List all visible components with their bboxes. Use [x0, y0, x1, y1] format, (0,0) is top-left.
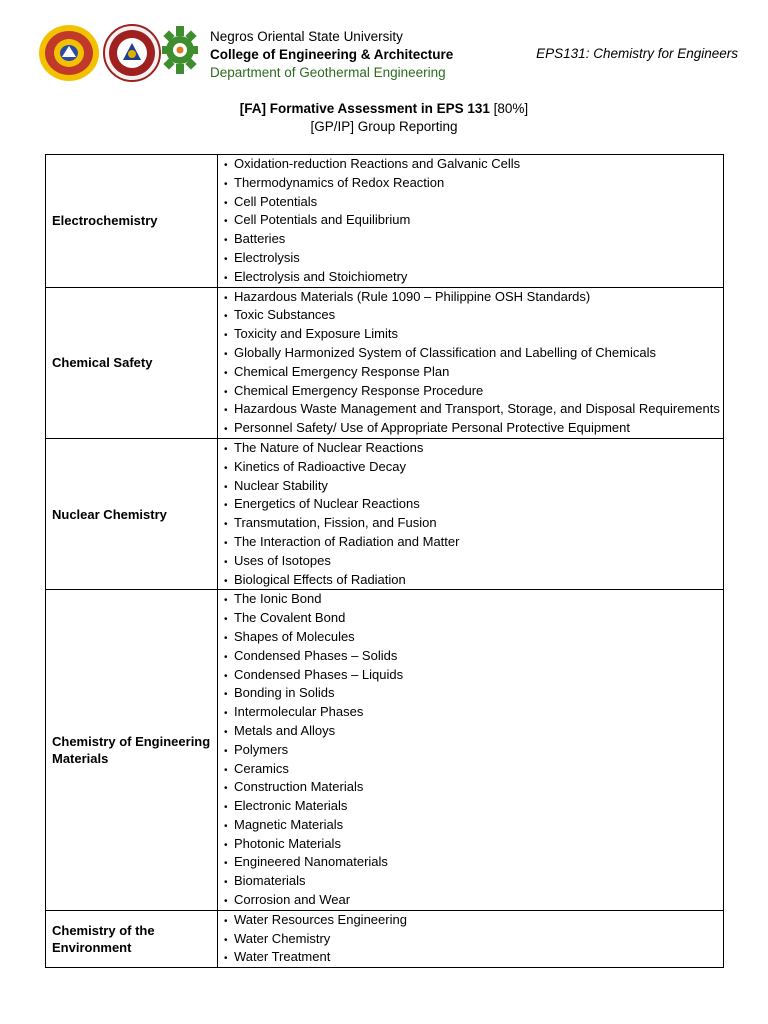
subject-cell: Nuclear Chemistry	[46, 438, 218, 589]
topics-cell	[218, 155, 724, 288]
list-item	[224, 211, 723, 230]
list-item	[224, 230, 723, 249]
table-row	[46, 155, 724, 288]
topic-text: Shapes of Molecules	[234, 628, 355, 644]
bullet-icon: •	[224, 405, 228, 417]
bullet-icon: •	[224, 877, 228, 889]
list-item	[224, 325, 723, 344]
list-item	[224, 571, 723, 590]
list-item	[224, 930, 723, 949]
bullet-icon: •	[224, 500, 228, 512]
course-code: EPS131: Chemistry for Engineers	[536, 46, 738, 61]
list-item	[224, 816, 723, 835]
list-item	[224, 533, 723, 552]
topic-text: Chemical Emergency Response Plan	[234, 363, 450, 379]
bullet-icon: •	[224, 575, 228, 587]
list-item	[224, 193, 723, 212]
bullet-icon: •	[224, 348, 228, 360]
bullet-icon: •	[224, 708, 228, 720]
topic-list	[224, 590, 723, 910]
geothermal-gear-icon	[162, 24, 198, 76]
bullet-icon: •	[224, 481, 228, 493]
bullet-icon: •	[224, 292, 228, 304]
topic-text: The Covalent Bond	[234, 610, 346, 626]
topic-text: Electrolysis and Stoichiometry	[234, 268, 408, 284]
topic-list	[224, 911, 723, 967]
list-item	[224, 590, 723, 609]
topic-text: Transmutation, Fission, and Fusion	[234, 515, 437, 531]
list-item	[224, 760, 723, 779]
bullet-icon: •	[224, 556, 228, 568]
list-item	[224, 647, 723, 666]
bullet-icon: •	[224, 253, 228, 265]
document-titles	[0, 100, 768, 136]
bullet-icon: •	[224, 216, 228, 228]
list-item	[224, 439, 723, 458]
topic-text: Ceramics	[234, 760, 289, 776]
subject-cell: Electrochemistry	[46, 155, 218, 288]
bullet-icon: •	[224, 235, 228, 247]
list-item	[224, 609, 723, 628]
list-item	[224, 514, 723, 533]
topic-text: The Ionic Bond	[234, 591, 322, 607]
bullet-icon: •	[224, 839, 228, 851]
topic-list	[224, 288, 723, 438]
list-item	[224, 891, 723, 910]
bullet-icon: •	[224, 726, 228, 738]
bullet-icon: •	[224, 311, 228, 323]
list-item	[224, 174, 723, 193]
bullet-icon: •	[224, 386, 228, 398]
list-item	[224, 363, 723, 382]
subject-cell: Chemical Safety	[46, 287, 218, 438]
topic-text: Electrolysis	[234, 249, 300, 265]
topic-text: Uses of Isotopes	[234, 552, 331, 568]
assessment-weight: [80%]	[493, 101, 529, 116]
list-item	[224, 400, 723, 419]
topics-cell	[218, 910, 724, 967]
list-item	[224, 628, 723, 647]
subject-cell: Chemistry of Engineering Materials	[46, 590, 218, 911]
topic-text: Condensed Phases – Liquids	[234, 666, 404, 682]
bullet-icon: •	[224, 632, 228, 644]
topic-text: Condensed Phases – Solids	[234, 647, 398, 663]
topic-text: Chemical Emergency Response Procedure	[234, 382, 484, 398]
topic-text: Biomaterials	[234, 873, 306, 889]
list-item	[224, 722, 723, 741]
topic-text: Magnetic Materials	[234, 816, 344, 832]
bullet-icon: •	[224, 858, 228, 870]
topic-text: Photonic Materials	[234, 835, 341, 851]
list-item	[224, 797, 723, 816]
list-item	[224, 872, 723, 891]
bullet-icon: •	[224, 160, 228, 171]
list-item	[224, 495, 723, 514]
topic-text: Oxidation-reduction Reactions and Galvanic Cells	[234, 156, 521, 171]
list-item	[224, 948, 723, 967]
topic-text: The Interaction of Radiation and Matter	[234, 533, 460, 549]
college-name: College of Engineering & Architecture	[210, 47, 454, 62]
bullet-icon: •	[224, 537, 228, 549]
topics-table	[45, 154, 724, 968]
topic-text: Water Chemistry	[234, 930, 331, 946]
bullet-icon: •	[224, 443, 228, 455]
assessment-subtitle: [GP/IP] Group Reporting	[310, 119, 458, 134]
topic-text: Nuclear Stability	[234, 477, 328, 493]
list-item	[224, 741, 723, 760]
list-item	[224, 666, 723, 685]
topic-text: Engineered Nanomaterials	[234, 854, 388, 870]
topic-text: Energetics of Nuclear Reactions	[234, 496, 420, 512]
bullet-icon: •	[224, 934, 228, 946]
list-item	[224, 306, 723, 325]
topic-text: Cell Potentials and Equilibrium	[234, 212, 411, 228]
topic-text: Corrosion and Wear	[234, 892, 351, 908]
university-name: Negros Oriental State University	[210, 29, 403, 44]
list-item	[224, 684, 723, 703]
topic-text: Toxic Substances	[234, 307, 336, 323]
bullet-icon: •	[224, 178, 228, 190]
topics-cell	[218, 590, 724, 911]
list-item	[224, 853, 723, 872]
subject-cell: Chemistry of the Environment	[46, 910, 218, 967]
bullet-icon: •	[224, 896, 228, 908]
topic-text: Thermodynamics of Redox Reaction	[234, 174, 445, 190]
norsu-seal-icon	[38, 24, 100, 82]
document-header	[38, 22, 738, 86]
bullet-icon: •	[224, 614, 228, 626]
list-item	[224, 552, 723, 571]
bullet-icon: •	[224, 745, 228, 757]
list-item	[224, 458, 723, 477]
topic-text: Batteries	[234, 231, 286, 247]
bullet-icon: •	[224, 462, 228, 474]
bullet-icon: •	[224, 764, 228, 776]
bullet-icon: •	[224, 670, 228, 682]
topic-text: Hazardous Materials (Rule 1090 – Philippine OSH Standards)	[234, 288, 591, 304]
institution-block	[210, 28, 453, 82]
bullet-icon: •	[224, 595, 228, 607]
bullet-icon: •	[224, 953, 228, 965]
topic-text: Metals and Alloys	[234, 722, 336, 738]
topic-list	[224, 155, 723, 287]
topic-text: Globally Harmonized System of Classification and Labelling of Chemicals	[234, 344, 656, 360]
topic-text: Electronic Materials	[234, 798, 348, 814]
table-row	[46, 910, 724, 967]
bullet-icon: •	[224, 367, 228, 379]
bullet-icon: •	[224, 272, 228, 284]
list-item	[224, 344, 723, 363]
bullet-icon: •	[224, 651, 228, 663]
topic-list	[224, 439, 723, 589]
topic-text: The Nature of Nuclear Reactions	[234, 439, 424, 455]
table-row	[46, 590, 724, 911]
list-item	[224, 911, 723, 930]
bullet-icon: •	[224, 519, 228, 531]
cea-seal-icon	[102, 24, 162, 82]
bullet-icon: •	[224, 802, 228, 814]
list-item	[224, 268, 723, 287]
list-item	[224, 477, 723, 496]
topic-text: Hazardous Waste Management and Transport, Storage, and Disposal Requirements	[234, 401, 720, 417]
topic-text: Polymers	[234, 741, 289, 757]
list-item	[224, 835, 723, 854]
assessment-title	[0, 100, 768, 118]
topic-text: Biological Effects of Radiation	[234, 571, 406, 587]
list-item	[224, 155, 723, 174]
list-item	[224, 703, 723, 722]
table-row	[46, 287, 724, 438]
list-item	[224, 419, 723, 438]
topic-text: Intermolecular Phases	[234, 704, 364, 720]
table-row	[46, 438, 724, 589]
bullet-icon: •	[224, 820, 228, 832]
topics-table-body	[46, 155, 724, 968]
bullet-icon: •	[224, 330, 228, 342]
topics-cell	[218, 287, 724, 438]
topic-text: Water Resources Engineering	[234, 911, 407, 927]
topics-cell	[218, 438, 724, 589]
assessment-title-text: [FA] Formative Assessment in EPS 131	[239, 101, 490, 116]
list-item	[224, 249, 723, 268]
bullet-icon: •	[224, 915, 228, 927]
topic-text: Personnel Safety/ Use of Appropriate Personal Protective Equipment	[234, 420, 630, 436]
topic-text: Construction Materials	[234, 779, 364, 795]
topic-text: Toxicity and Exposure Limits	[234, 326, 399, 342]
topic-text: Bonding in Solids	[234, 685, 335, 701]
list-item	[224, 288, 723, 307]
list-item	[224, 382, 723, 401]
topic-text: Water Treatment	[234, 949, 331, 965]
bullet-icon: •	[224, 689, 228, 701]
bullet-icon: •	[224, 783, 228, 795]
bullet-icon: •	[224, 424, 228, 436]
department-name: Department of Geothermal Engineering	[210, 65, 446, 80]
topic-text: Kinetics of Radioactive Decay	[234, 458, 406, 474]
bullet-icon: •	[224, 197, 228, 209]
topic-text: Cell Potentials	[234, 193, 318, 209]
list-item	[224, 778, 723, 797]
